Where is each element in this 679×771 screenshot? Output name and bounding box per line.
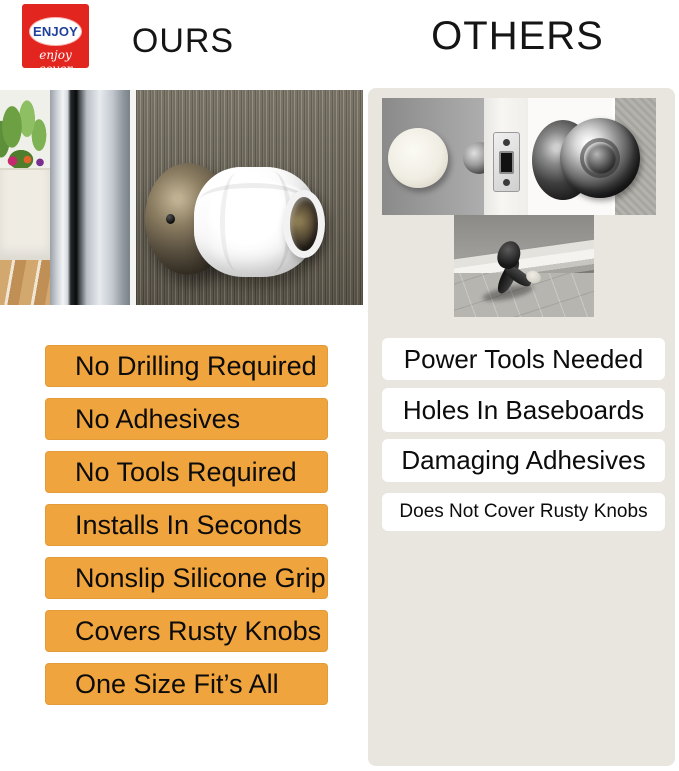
- benefit-badge: Covers Rusty Knobs: [45, 610, 328, 652]
- drawback-list: [382, 338, 665, 531]
- drawback-badge: Does Not Cover Rusty Knobs: [382, 493, 665, 531]
- benefit-list: [45, 345, 328, 705]
- chrome-door-knob: [560, 118, 640, 198]
- benefit-badge: One Size Fit’s All: [45, 663, 328, 705]
- drawback-badge: Power Tools Needed: [382, 338, 665, 380]
- latch-bolt: [499, 151, 514, 174]
- benefit-badge: Nonslip Silicone Grip: [45, 557, 328, 599]
- drawback-badge: Damaging Adhesives: [382, 439, 665, 482]
- wood-floor: [0, 260, 50, 305]
- others-knobs-photo: [382, 98, 656, 215]
- others-panel: [368, 88, 675, 766]
- benefit-badge: No Drilling Required: [45, 345, 328, 387]
- brand-logo-ellipse: [29, 17, 82, 46]
- others-heading: OTHERS: [431, 14, 604, 58]
- latch-screw: [503, 179, 510, 186]
- latch-screw: [503, 139, 510, 146]
- ours-product-photo: [0, 90, 363, 305]
- benefit-badge: No Tools Required: [45, 451, 328, 493]
- door-frame: [50, 90, 130, 305]
- others-doorstop-photo: [454, 215, 594, 317]
- brand-logo: [22, 4, 89, 76]
- benefit-badge: No Adhesives: [45, 398, 328, 440]
- brand-name: ENJOY: [32, 24, 79, 39]
- wall-protector-disc: [388, 128, 448, 188]
- knob-center: [584, 142, 616, 174]
- drawback-badge: Holes In Baseboards: [382, 388, 665, 432]
- ours-heading: OURS: [131, 22, 235, 60]
- knob-cover-opening: [283, 190, 325, 258]
- brand-tagline: enjoy cover: [38, 48, 73, 76]
- cover-rib: [220, 173, 254, 271]
- benefit-badge: Installs In Seconds: [45, 504, 328, 546]
- flowers: [0, 154, 50, 168]
- room-background: [0, 90, 50, 305]
- planter-box: [0, 168, 50, 260]
- knob-screw: [166, 214, 175, 224]
